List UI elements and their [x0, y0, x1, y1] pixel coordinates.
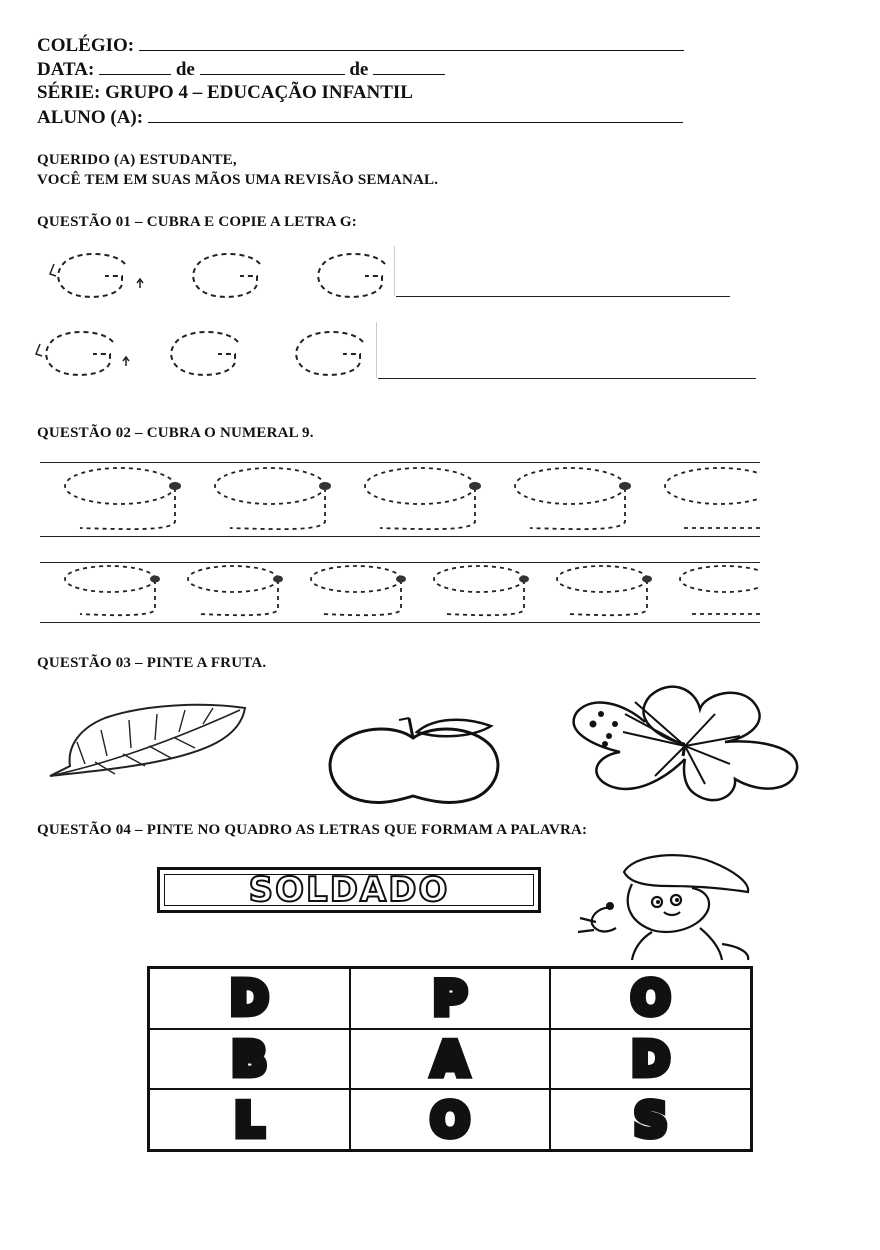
dashed-g-4: [46, 332, 113, 375]
question-4-title: QUESTÃO 04 – PINTE NO QUADRO AS LETRAS QUE FORMAM A PALAVRA:: [37, 822, 588, 838]
grid-cell[interactable]: D: [550, 1029, 751, 1090]
grid-cell[interactable]: S: [550, 1089, 751, 1150]
letter-g-trace-row-1[interactable]: [40, 244, 400, 304]
question-3-title: QUESTÃO 03 – PINTE A FRUTA.: [37, 655, 267, 671]
dashed-9-7: [188, 566, 278, 615]
target-word: SOLDADO: [248, 870, 450, 910]
grid-cell[interactable]: O: [550, 968, 751, 1029]
dashed-9-11: [680, 566, 760, 614]
de-text-2: de: [349, 59, 369, 80]
dashed-g-1: [58, 254, 125, 297]
dashed-9-2: [215, 468, 325, 529]
colegio-label: COLÉGIO:: [37, 35, 135, 56]
colegio-blank[interactable]: [139, 34, 684, 51]
colegio-line: [37, 34, 684, 57]
aluno-blank[interactable]: [148, 106, 683, 123]
year-blank[interactable]: [373, 58, 445, 75]
intro-line-1: QUERIDO (A) ESTUDANTE,: [37, 152, 237, 168]
dashed-g-5: [171, 332, 238, 375]
dashed-9-10: [557, 566, 647, 615]
dashed-9-8: [311, 566, 401, 615]
aluno-line: [37, 106, 683, 129]
copy-line-1[interactable]: [396, 296, 730, 297]
intro-line-2: VOCÊ TEM EM SUAS MÃOS UMA REVISÃO SEMANAL.: [37, 172, 439, 188]
target-word-box: [157, 867, 541, 913]
letter-grid: [147, 966, 753, 1152]
grid-cell[interactable]: P: [350, 968, 551, 1029]
dashed-9-1: [65, 468, 175, 529]
aluno-label: ALUNO (A):: [37, 107, 144, 128]
dashed-9-4: [515, 468, 625, 529]
serie-line: SÉRIE: GRUPO 4 – EDUCAÇÃO INFANTIL: [37, 82, 413, 103]
de-text-1: de: [175, 59, 195, 80]
letter-g-trace-row-2[interactable]: [28, 322, 388, 382]
data-label: DATA:: [37, 59, 95, 80]
numeral-9-trace-row-1[interactable]: [40, 462, 760, 536]
soldier-boy-icon: [572, 848, 754, 964]
grid-cell[interactable]: B: [149, 1029, 350, 1090]
dashed-9-5: [665, 468, 760, 528]
copy-line-2[interactable]: [378, 378, 756, 379]
grid-cell[interactable]: A: [350, 1029, 551, 1090]
grid-cell[interactable]: O: [350, 1089, 551, 1150]
dashed-9-6: [65, 566, 155, 615]
day-blank[interactable]: [99, 58, 171, 75]
flower-icon[interactable]: [565, 684, 805, 802]
apple-icon[interactable]: [325, 714, 505, 804]
question-1-title: QUESTÃO 01 – CUBRA E COPIE A LETRA G:: [37, 214, 357, 230]
data-line: [37, 58, 445, 81]
leaf-icon[interactable]: [45, 698, 250, 780]
question-2-title: QUESTÃO 02 – CUBRA O NUMERAL 9.: [37, 425, 314, 441]
dashed-g-6: [296, 332, 363, 375]
dashed-g-3: [318, 254, 385, 297]
grid-cell[interactable]: L: [149, 1089, 350, 1150]
grid-cell[interactable]: D: [149, 968, 350, 1029]
numeral-9-trace-row-2[interactable]: [40, 562, 760, 622]
dashed-9-3: [365, 468, 475, 529]
dashed-g-2: [193, 254, 260, 297]
month-blank[interactable]: [200, 58, 345, 75]
dashed-9-9: [434, 566, 524, 615]
